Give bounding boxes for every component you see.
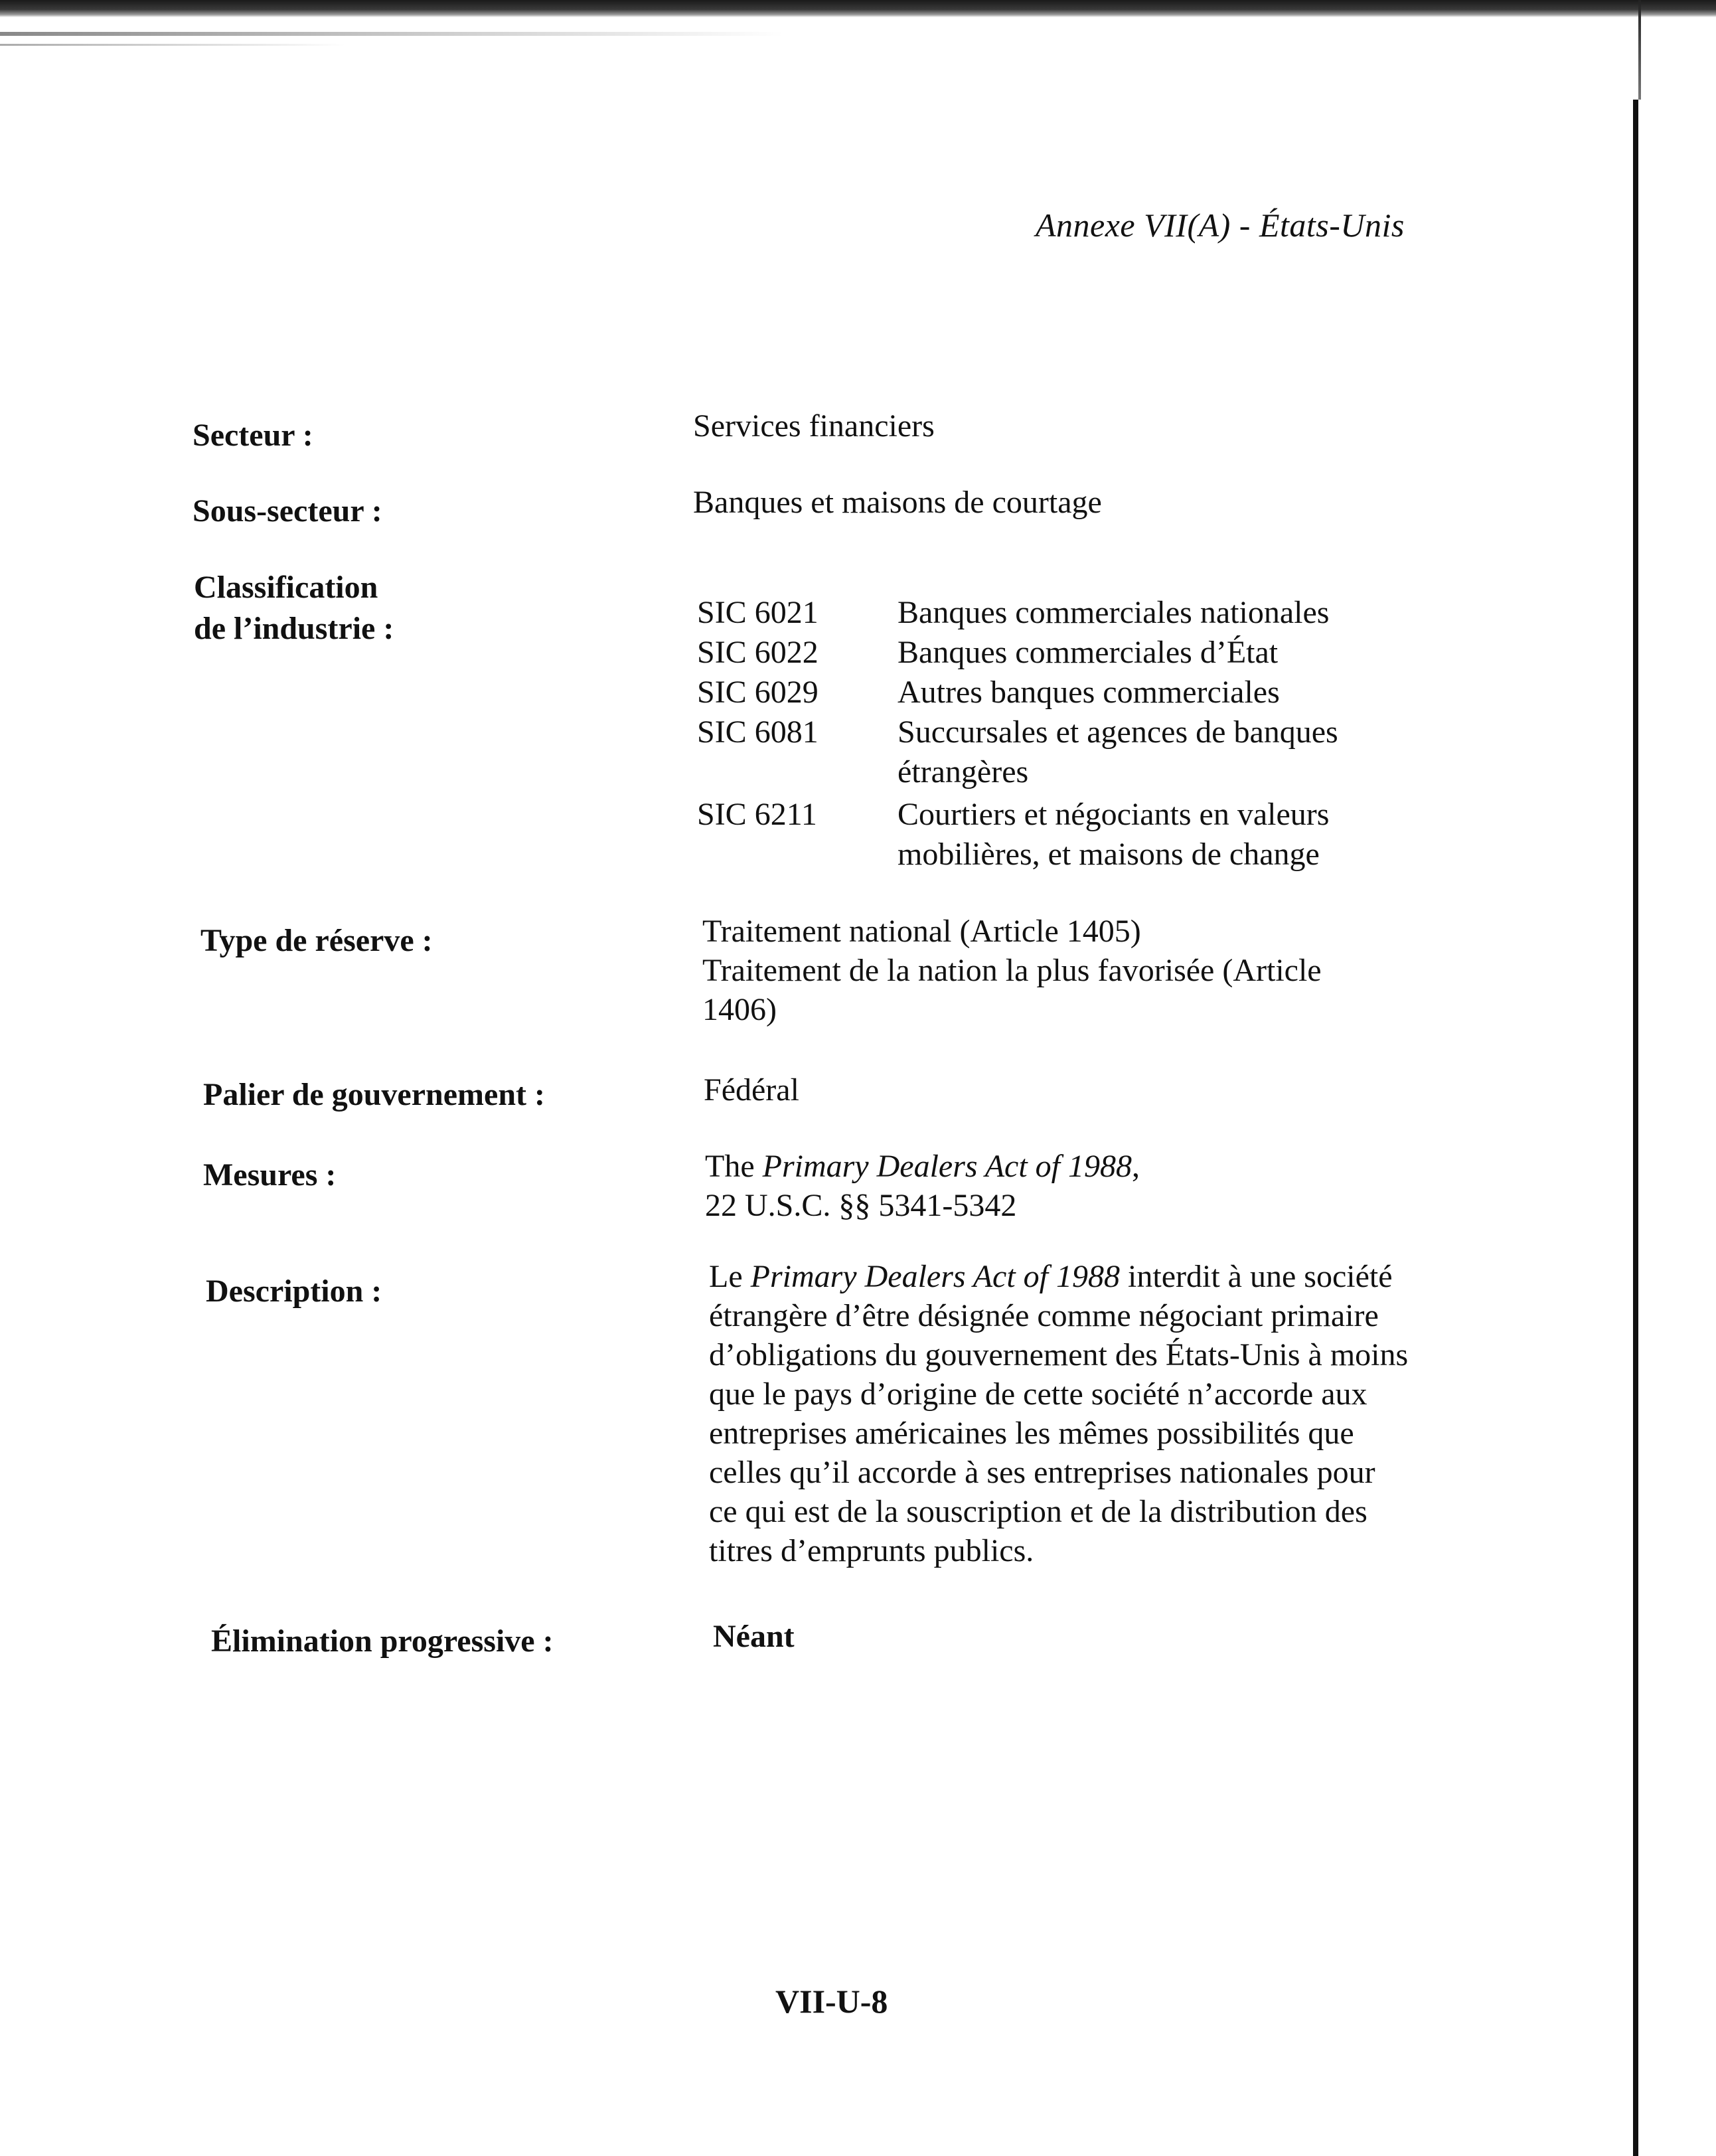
sic-code: SIC 6022 (697, 635, 819, 670)
elimination-value: Néant (713, 1619, 795, 1654)
scan-top-border (0, 0, 1716, 17)
description-suffix: interdit à une société (1120, 1259, 1393, 1294)
description-line: celles qu’il accorde à ses entreprises nationales pour (709, 1455, 1375, 1490)
mesures-citation: 22 U.S.C. §§ 5341-5342 (705, 1188, 1017, 1223)
mesures-prefix: The (705, 1149, 763, 1184)
sic-code: SIC 6021 (697, 595, 819, 630)
sic-description: Banques commerciales d’État (897, 635, 1279, 670)
description-line: titres d’emprunts publics. (709, 1533, 1034, 1568)
type-reserve-line: 1406) (702, 992, 777, 1027)
type-reserve-value (702, 912, 1322, 1029)
mesures-value (705, 1147, 1140, 1225)
sic-description: Banques commerciales nationales (897, 595, 1330, 630)
scan-streak (0, 32, 783, 36)
description-line: que le pays d’origine de cette société n’accorde aux (709, 1376, 1367, 1412)
secteur-label: Secteur : (193, 418, 313, 453)
type-reserve-line: Traitement de la nation la plus favorisée (Article (702, 953, 1322, 988)
sic-description (897, 795, 1427, 874)
mesures-suffix: , (1132, 1149, 1140, 1184)
mesures-label: Mesures : (203, 1157, 337, 1193)
description-line: étrangère d’être désignée comme négociant primaire (709, 1298, 1379, 1333)
type-reserve-line: Traitement national (Article 1405) (702, 914, 1141, 949)
scan-right-border (1633, 100, 1638, 2156)
description-line: entreprises américaines les mêmes possibilités que (709, 1416, 1354, 1451)
secteur-value: Services financiers (693, 408, 935, 444)
sic-row (697, 795, 1427, 874)
description-label: Description : (206, 1274, 382, 1309)
description-line: ce qui est de la souscription et de la distribution des (709, 1494, 1367, 1529)
sic-code: SIC 6081 (697, 714, 819, 750)
sic-description-line: étrangères (897, 754, 1029, 789)
sic-row (697, 593, 1427, 633)
sic-description-line: Courtiers et négociants en valeurs (897, 797, 1330, 832)
palier-label: Palier de gouvernement : (203, 1077, 545, 1112)
sic-table (697, 593, 1427, 874)
scan-streak (0, 44, 345, 46)
sic-row (697, 673, 1427, 712)
sic-row (697, 712, 1427, 792)
type-reserve-label: Type de réserve : (200, 923, 433, 958)
sous-secteur-value: Banques et maisons de courtage (693, 485, 1102, 520)
sic-description: Autres banques commerciales (897, 675, 1280, 710)
classification-label (194, 567, 394, 649)
description-act-title: Primary Dealers Act of 1988 (750, 1259, 1121, 1294)
sous-secteur-label: Sous-secteur : (193, 493, 382, 529)
description-line: d’obligations du gouvernement des États-Unis à moins (709, 1337, 1409, 1372)
sic-row (697, 633, 1427, 673)
description-line (709, 1257, 1472, 1296)
page-number: VII-U-8 (775, 1983, 888, 2020)
sic-description-line: Succursales et agences de banques (897, 714, 1338, 750)
classification-label-line2: de l’industrie : (194, 611, 394, 646)
description-prefix: Le (709, 1259, 751, 1294)
sic-description-line: mobilières, et maisons de change (897, 837, 1320, 872)
classification-label-line1: Classification (194, 570, 378, 605)
sic-code: SIC 6029 (697, 675, 819, 710)
palier-value: Fédéral (704, 1072, 799, 1108)
running-head: Annexe VII(A) - États-Unis (1036, 207, 1405, 244)
description-text (709, 1257, 1472, 1570)
elimination-label: Élimination progressive : (211, 1623, 554, 1659)
sic-description (897, 712, 1427, 792)
scan-right-border (1638, 0, 1641, 100)
mesures-act-title: Primary Dealers Act of 1988 (762, 1149, 1132, 1184)
sic-code: SIC 6211 (697, 797, 817, 832)
